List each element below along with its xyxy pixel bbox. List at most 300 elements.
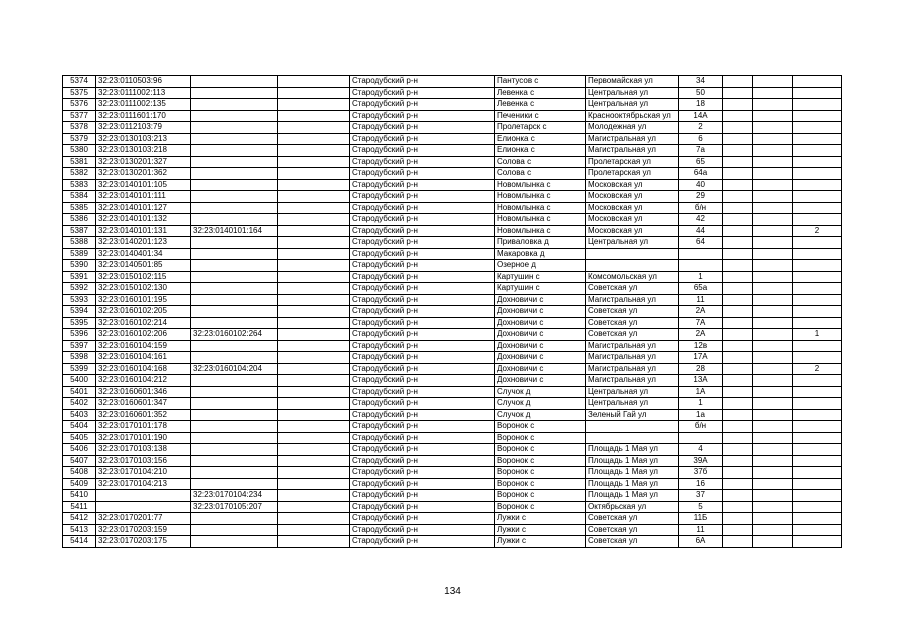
- cell-cadastral-number: 32:23:0160102:214: [96, 317, 191, 329]
- cell-extra-column-b: [753, 214, 793, 226]
- cell-count: [793, 168, 842, 180]
- cell-extra-column-a: [723, 455, 753, 467]
- table-row: [63, 225, 842, 237]
- cell-street: Центральная ул: [586, 386, 679, 398]
- cell-extra-column-a: [723, 202, 753, 214]
- cell-extra-column-b: [753, 363, 793, 375]
- cell-cadastral-number: 32:23:0160104:161: [96, 352, 191, 364]
- table-row: [63, 283, 842, 295]
- cell-cadastral-number: 32:23:0130103:218: [96, 145, 191, 157]
- cell-linked-cadastral-number: [191, 352, 278, 364]
- cell-district: Стародубский р-н: [350, 306, 495, 318]
- cell-blank-column: [278, 179, 350, 191]
- cell-extra-column-a: [723, 409, 753, 421]
- cell-row-number: 5375: [63, 87, 96, 99]
- cell-count: [793, 467, 842, 479]
- cell-row-number: 5382: [63, 168, 96, 180]
- cell-blank-column: [278, 145, 350, 157]
- cell-extra-column-b: [753, 122, 793, 134]
- cell-cadastral-number: 32:23:0140101:132: [96, 214, 191, 226]
- cell-cadastral-number: 32:23:0160104:159: [96, 340, 191, 352]
- cell-street: Площадь 1 Мая ул: [586, 455, 679, 467]
- cell-district: Стародубский р-н: [350, 478, 495, 490]
- cell-settlement: Воронок с: [495, 490, 586, 502]
- cell-street: Советская ул: [586, 536, 679, 548]
- cell-count: [793, 490, 842, 502]
- cell-settlement: Приваловка д: [495, 237, 586, 249]
- cell-settlement: Воронок с: [495, 421, 586, 433]
- cell-street: Советская ул: [586, 329, 679, 341]
- cell-settlement: Дохновичи с: [495, 329, 586, 341]
- cell-count: [793, 99, 842, 111]
- cell-district: Стародубский р-н: [350, 375, 495, 387]
- cell-cadastral-number: 32:23:0140201:123: [96, 237, 191, 249]
- cell-extra-column-a: [723, 191, 753, 203]
- cell-house-number: 12в: [679, 340, 723, 352]
- cell-settlement: Макаровка д: [495, 248, 586, 260]
- cell-row-number: 5400: [63, 375, 96, 387]
- cell-street: Магистральная ул: [586, 340, 679, 352]
- cell-street: [586, 260, 679, 272]
- cell-district: Стародубский р-н: [350, 145, 495, 157]
- cell-row-number: 5392: [63, 283, 96, 295]
- table-row: [63, 455, 842, 467]
- cell-cadastral-number: [96, 501, 191, 513]
- cell-house-number: 42: [679, 214, 723, 226]
- cell-count: [793, 375, 842, 387]
- cell-extra-column-a: [723, 76, 753, 88]
- cell-blank-column: [278, 133, 350, 145]
- cell-extra-column-a: [723, 386, 753, 398]
- cell-settlement: Елионка с: [495, 133, 586, 145]
- cell-settlement: Новомлынка с: [495, 202, 586, 214]
- cell-row-number: 5394: [63, 306, 96, 318]
- cell-house-number: 1: [679, 398, 723, 410]
- cell-settlement: Левенка с: [495, 87, 586, 99]
- cell-count: [793, 478, 842, 490]
- cell-row-number: 5388: [63, 237, 96, 249]
- table-row: [63, 524, 842, 536]
- cell-blank-column: [278, 122, 350, 134]
- cell-blank-column: [278, 260, 350, 272]
- cell-count: [793, 122, 842, 134]
- cell-blank-column: [278, 340, 350, 352]
- cell-extra-column-a: [723, 306, 753, 318]
- cell-extra-column-a: [723, 340, 753, 352]
- cell-street: Площадь 1 Мая ул: [586, 478, 679, 490]
- cell-extra-column-b: [753, 444, 793, 456]
- cell-street: Комсомольская ул: [586, 271, 679, 283]
- cell-cadastral-number: 32:23:0111002:113: [96, 87, 191, 99]
- table-row: [63, 409, 842, 421]
- cell-settlement: Солова с: [495, 156, 586, 168]
- cell-cadastral-number: 32:23:0160102:205: [96, 306, 191, 318]
- table-row: [63, 294, 842, 306]
- cell-house-number: [679, 432, 723, 444]
- cell-count: [793, 110, 842, 122]
- cell-blank-column: [278, 444, 350, 456]
- cell-street: Центральная ул: [586, 87, 679, 99]
- cell-settlement: Левенка с: [495, 99, 586, 111]
- cell-extra-column-a: [723, 352, 753, 364]
- cell-row-number: 5396: [63, 329, 96, 341]
- cell-row-number: 5402: [63, 398, 96, 410]
- cell-extra-column-a: [723, 421, 753, 433]
- cell-settlement: Елионка с: [495, 145, 586, 157]
- cell-district: Стародубский р-н: [350, 156, 495, 168]
- cell-extra-column-b: [753, 409, 793, 421]
- cell-street: Московская ул: [586, 191, 679, 203]
- cell-extra-column-a: [723, 329, 753, 341]
- cell-blank-column: [278, 501, 350, 513]
- cell-house-number: [679, 260, 723, 272]
- cell-district: Стародубский р-н: [350, 409, 495, 421]
- cell-linked-cadastral-number: [191, 386, 278, 398]
- cell-row-number: 5393: [63, 294, 96, 306]
- cell-cadastral-number: 32:23:0160601:346: [96, 386, 191, 398]
- table-row: [63, 432, 842, 444]
- cell-settlement: Пролетарск с: [495, 122, 586, 134]
- cell-street: Московская ул: [586, 214, 679, 226]
- cell-district: Стародубский р-н: [350, 191, 495, 203]
- cell-blank-column: [278, 271, 350, 283]
- cell-row-number: 5376: [63, 99, 96, 111]
- cell-extra-column-b: [753, 352, 793, 364]
- cell-house-number: 11: [679, 524, 723, 536]
- cell-street: Площадь 1 Мая ул: [586, 467, 679, 479]
- cell-cadastral-number: 32:23:0160101:195: [96, 294, 191, 306]
- cell-extra-column-b: [753, 375, 793, 387]
- table-row: [63, 76, 842, 88]
- cell-house-number: 29: [679, 191, 723, 203]
- cell-street: Первомайская ул: [586, 76, 679, 88]
- cell-street: Центральная ул: [586, 99, 679, 111]
- cell-linked-cadastral-number: [191, 398, 278, 410]
- cell-linked-cadastral-number: [191, 317, 278, 329]
- cell-row-number: 5412: [63, 513, 96, 525]
- cell-house-number: 65а: [679, 283, 723, 295]
- cell-street: Центральная ул: [586, 398, 679, 410]
- cell-district: Стародубский р-н: [350, 421, 495, 433]
- cell-blank-column: [278, 524, 350, 536]
- cell-house-number: 64а: [679, 168, 723, 180]
- table-row: [63, 145, 842, 157]
- cell-row-number: 5398: [63, 352, 96, 364]
- cell-cadastral-number: 32:23:0150102:130: [96, 283, 191, 295]
- cell-count: [793, 455, 842, 467]
- cell-blank-column: [278, 110, 350, 122]
- table-row: [63, 260, 842, 272]
- cell-count: [793, 352, 842, 364]
- cell-row-number: 5381: [63, 156, 96, 168]
- cell-settlement: Дохновичи с: [495, 294, 586, 306]
- cell-count: [793, 145, 842, 157]
- cell-district: Стародубский р-н: [350, 202, 495, 214]
- cell-linked-cadastral-number: [191, 248, 278, 260]
- cell-district: Стародубский р-н: [350, 248, 495, 260]
- cell-blank-column: [278, 432, 350, 444]
- cell-street: Магистральная ул: [586, 352, 679, 364]
- cell-extra-column-b: [753, 501, 793, 513]
- table-row: [63, 467, 842, 479]
- cell-count: [793, 536, 842, 548]
- cell-linked-cadastral-number: [191, 133, 278, 145]
- cell-blank-column: [278, 214, 350, 226]
- cell-row-number: 5407: [63, 455, 96, 467]
- cell-linked-cadastral-number: [191, 283, 278, 295]
- cell-street: Магистральная ул: [586, 133, 679, 145]
- table-row: [63, 122, 842, 134]
- table-body: [63, 76, 842, 548]
- cell-blank-column: [278, 202, 350, 214]
- cell-linked-cadastral-number: [191, 375, 278, 387]
- cell-blank-column: [278, 306, 350, 318]
- cell-house-number: 39А: [679, 455, 723, 467]
- cell-house-number: 14А: [679, 110, 723, 122]
- cell-row-number: 5406: [63, 444, 96, 456]
- cell-settlement: Новомлынка с: [495, 179, 586, 191]
- cell-street: Московская ул: [586, 202, 679, 214]
- cell-blank-column: [278, 536, 350, 548]
- cell-extra-column-b: [753, 260, 793, 272]
- cell-extra-column-a: [723, 490, 753, 502]
- cell-settlement: Дохновичи с: [495, 317, 586, 329]
- cell-district: Стародубский р-н: [350, 122, 495, 134]
- cell-extra-column-a: [723, 179, 753, 191]
- table-row: [63, 133, 842, 145]
- cell-house-number: 7А: [679, 317, 723, 329]
- cell-settlement: Воронок с: [495, 455, 586, 467]
- cell-district: Стародубский р-н: [350, 87, 495, 99]
- cell-row-number: 5405: [63, 432, 96, 444]
- table-row: [63, 352, 842, 364]
- page-number: 134: [444, 586, 461, 597]
- cell-cadastral-number: 32:23:0140101:105: [96, 179, 191, 191]
- cell-linked-cadastral-number: [191, 156, 278, 168]
- cell-settlement: Новомлынка с: [495, 225, 586, 237]
- cell-blank-column: [278, 352, 350, 364]
- cell-linked-cadastral-number: 32:23:0160102:264: [191, 329, 278, 341]
- cell-extra-column-b: [753, 317, 793, 329]
- cell-house-number: 7а: [679, 145, 723, 157]
- cell-street: Зеленый Гай ул: [586, 409, 679, 421]
- cell-count: [793, 386, 842, 398]
- cell-blank-column: [278, 191, 350, 203]
- cell-extra-column-b: [753, 432, 793, 444]
- cell-row-number: 5403: [63, 409, 96, 421]
- cell-row-number: 5374: [63, 76, 96, 88]
- cell-extra-column-b: [753, 237, 793, 249]
- cell-row-number: 5395: [63, 317, 96, 329]
- cell-cadastral-number: 32:23:0160104:168: [96, 363, 191, 375]
- cell-district: Стародубский р-н: [350, 179, 495, 191]
- cell-blank-column: [278, 76, 350, 88]
- table-row: [63, 478, 842, 490]
- cell-extra-column-b: [753, 202, 793, 214]
- cell-count: [793, 248, 842, 260]
- cell-district: Стародубский р-н: [350, 490, 495, 502]
- cell-house-number: 18: [679, 99, 723, 111]
- cell-linked-cadastral-number: [191, 76, 278, 88]
- cell-linked-cadastral-number: [191, 409, 278, 421]
- cell-count: [793, 340, 842, 352]
- cell-extra-column-b: [753, 490, 793, 502]
- cell-cadastral-number: 32:23:0112103:79: [96, 122, 191, 134]
- cell-settlement: Лужки с: [495, 536, 586, 548]
- cell-street: Площадь 1 Мая ул: [586, 444, 679, 456]
- cell-settlement: Воронок с: [495, 501, 586, 513]
- cell-settlement: Пантусов с: [495, 76, 586, 88]
- cell-count: [793, 501, 842, 513]
- cell-blank-column: [278, 237, 350, 249]
- cell-district: Стародубский р-н: [350, 133, 495, 145]
- cell-linked-cadastral-number: [191, 168, 278, 180]
- cell-extra-column-a: [723, 214, 753, 226]
- cell-blank-column: [278, 490, 350, 502]
- cell-count: 1: [793, 329, 842, 341]
- cell-cadastral-number: 32:23:0140501:85: [96, 260, 191, 272]
- cell-extra-column-a: [723, 156, 753, 168]
- cell-count: [793, 317, 842, 329]
- cell-settlement: Лужки с: [495, 524, 586, 536]
- cell-settlement: Случок д: [495, 398, 586, 410]
- cell-house-number: 44: [679, 225, 723, 237]
- cell-row-number: 5378: [63, 122, 96, 134]
- cell-house-number: 37: [679, 490, 723, 502]
- cell-settlement: Дохновичи с: [495, 375, 586, 387]
- cell-linked-cadastral-number: [191, 444, 278, 456]
- cell-count: [793, 283, 842, 295]
- table-row: [63, 536, 842, 548]
- cell-cadastral-number: 32:23:0160601:352: [96, 409, 191, 421]
- cell-row-number: 5389: [63, 248, 96, 260]
- cell-district: Стародубский р-н: [350, 168, 495, 180]
- cell-extra-column-b: [753, 179, 793, 191]
- cell-cadastral-number: 32:23:0160104:212: [96, 375, 191, 387]
- cell-extra-column-a: [723, 237, 753, 249]
- cell-linked-cadastral-number: [191, 122, 278, 134]
- cell-row-number: 5377: [63, 110, 96, 122]
- cell-linked-cadastral-number: [191, 513, 278, 525]
- cell-cadastral-number: 32:23:0130201:327: [96, 156, 191, 168]
- cell-settlement: Картушин с: [495, 271, 586, 283]
- cell-blank-column: [278, 317, 350, 329]
- cell-house-number: 65: [679, 156, 723, 168]
- cell-district: Стародубский р-н: [350, 214, 495, 226]
- cell-linked-cadastral-number: [191, 237, 278, 249]
- cell-cadastral-number: 32:23:0170103:138: [96, 444, 191, 456]
- cell-count: [793, 306, 842, 318]
- table-row: [63, 340, 842, 352]
- cell-house-number: б/н: [679, 202, 723, 214]
- cell-blank-column: [278, 363, 350, 375]
- cell-district: Стародубский р-н: [350, 317, 495, 329]
- cell-count: [793, 513, 842, 525]
- cell-extra-column-a: [723, 133, 753, 145]
- table-row: [63, 513, 842, 525]
- cell-settlement: Картушин с: [495, 283, 586, 295]
- cell-row-number: 5401: [63, 386, 96, 398]
- cell-extra-column-b: [753, 306, 793, 318]
- cell-row-number: 5386: [63, 214, 96, 226]
- cell-row-number: 5379: [63, 133, 96, 145]
- cell-district: Стародубский р-н: [350, 340, 495, 352]
- property-register-table: [62, 75, 842, 548]
- cell-linked-cadastral-number: [191, 467, 278, 479]
- cell-extra-column-b: [753, 271, 793, 283]
- cell-extra-column-b: [753, 536, 793, 548]
- cell-count: [793, 133, 842, 145]
- table-row: [63, 110, 842, 122]
- cell-house-number: 1а: [679, 409, 723, 421]
- cell-house-number: 11: [679, 294, 723, 306]
- cell-extra-column-b: [753, 168, 793, 180]
- table-row: [63, 386, 842, 398]
- cell-linked-cadastral-number: [191, 110, 278, 122]
- cell-extra-column-b: [753, 99, 793, 111]
- cell-extra-column-b: [753, 110, 793, 122]
- cell-district: Стародубский р-н: [350, 513, 495, 525]
- cell-cadastral-number: 32:23:0170101:178: [96, 421, 191, 433]
- cell-street: [586, 248, 679, 260]
- cell-street: [586, 432, 679, 444]
- cell-linked-cadastral-number: [191, 455, 278, 467]
- cell-linked-cadastral-number: 32:23:0160104:204: [191, 363, 278, 375]
- cell-house-number: [679, 248, 723, 260]
- cell-district: Стародубский р-н: [350, 467, 495, 479]
- cell-extra-column-a: [723, 478, 753, 490]
- cell-linked-cadastral-number: [191, 340, 278, 352]
- cell-district: Стародубский р-н: [350, 363, 495, 375]
- cell-row-number: 5383: [63, 179, 96, 191]
- cell-extra-column-a: [723, 513, 753, 525]
- cell-settlement: Дохновичи с: [495, 340, 586, 352]
- cell-extra-column-a: [723, 467, 753, 479]
- cell-settlement: Озерное д: [495, 260, 586, 272]
- cell-linked-cadastral-number: [191, 214, 278, 226]
- cell-cadastral-number: 32:23:0170104:213: [96, 478, 191, 490]
- cell-extra-column-a: [723, 271, 753, 283]
- cell-blank-column: [278, 283, 350, 295]
- cell-blank-column: [278, 513, 350, 525]
- cell-count: [793, 294, 842, 306]
- cell-district: Стародубский р-н: [350, 76, 495, 88]
- cell-count: [793, 214, 842, 226]
- cell-street: Советская ул: [586, 317, 679, 329]
- cell-house-number: 13А: [679, 375, 723, 387]
- cell-settlement: Воронок с: [495, 432, 586, 444]
- cell-linked-cadastral-number: [191, 271, 278, 283]
- cell-house-number: 16: [679, 478, 723, 490]
- cell-district: Стародубский р-н: [350, 398, 495, 410]
- cell-district: Стародубский р-н: [350, 352, 495, 364]
- cell-linked-cadastral-number: [191, 536, 278, 548]
- cell-settlement: Воронок с: [495, 467, 586, 479]
- cell-cadastral-number: 32:23:0150102:115: [96, 271, 191, 283]
- table-row: [63, 317, 842, 329]
- cell-district: Стародубский р-н: [350, 432, 495, 444]
- cell-street: Краснооктябрьская ул: [586, 110, 679, 122]
- cell-house-number: 2: [679, 122, 723, 134]
- cell-linked-cadastral-number: [191, 524, 278, 536]
- cell-street: Центральная ул: [586, 237, 679, 249]
- cell-extra-column-a: [723, 110, 753, 122]
- cell-cadastral-number: 32:23:0111002:135: [96, 99, 191, 111]
- cell-linked-cadastral-number: 32:23:0170104:234: [191, 490, 278, 502]
- cell-extra-column-a: [723, 225, 753, 237]
- cell-street: Пролетарская ул: [586, 156, 679, 168]
- cell-row-number: 5391: [63, 271, 96, 283]
